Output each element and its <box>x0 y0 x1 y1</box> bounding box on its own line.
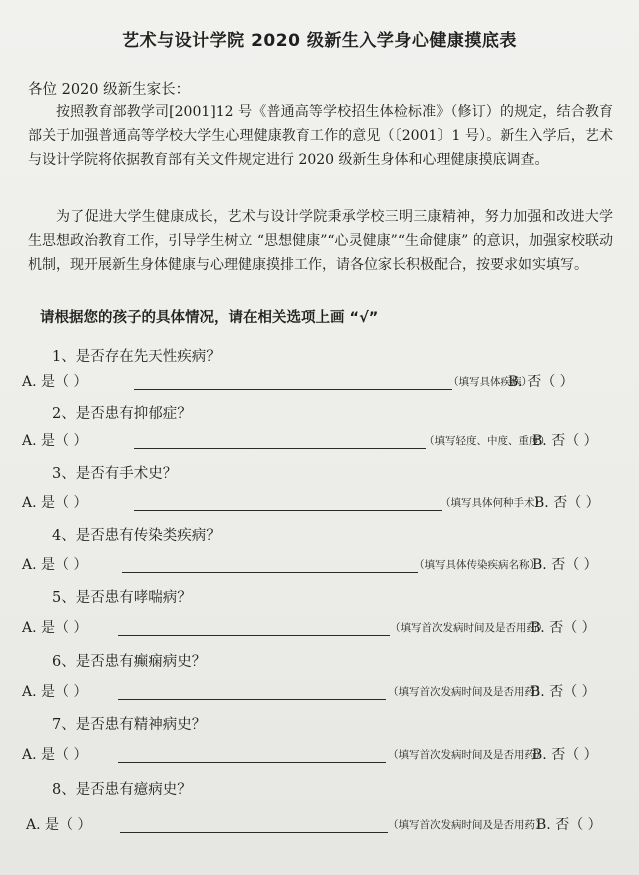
question-5: 5、是否患有哮喘病？ <box>52 590 192 606</box>
document-title: 艺术与设计学院 2020 级新生入学身心健康摸底表 <box>122 31 517 51</box>
answer-row-2 <box>22 430 632 452</box>
option-a-yes[interactable]: A. 是（ ） <box>26 817 92 833</box>
fill-hint: （填写具体何种手术） <box>440 497 545 509</box>
option-a-yes[interactable]: A. 是（ ） <box>22 684 88 700</box>
answer-row-4 <box>22 554 632 576</box>
option-b-no[interactable]: B. 否（ ） <box>536 817 602 833</box>
intro-paragraph-2: 为了促进大学生健康成长，艺术与设计学院秉承学校三明三康精神，努力加强和改进大学生思想政治教育工作，引导学生树立 “思想健康”“心灵健康”“生命健康” 的意识，加强家校联动机制，现开展新生身体健康与心理健康摸排工作，请各位家长积极配合，按要求如实填写。 <box>28 209 613 273</box>
instruction-text: 请根据您的孩子的具体情况，请在相关选项上画 “√” <box>40 310 379 326</box>
fill-line[interactable] <box>120 832 388 833</box>
option-b-no[interactable]: B. 否（ ） <box>532 433 598 449</box>
question-8: 8、是否患有癔病史？ <box>52 782 192 798</box>
option-b-no[interactable]: B. 否（ ） <box>532 557 598 573</box>
salutation: 各位 2020 级新生家长： <box>28 82 191 98</box>
answer-row-5 <box>22 617 632 639</box>
fill-line[interactable] <box>118 762 386 763</box>
fill-line[interactable] <box>134 510 442 511</box>
question-1: 1、是否存在先天性疾病？ <box>52 349 221 365</box>
fill-line[interactable] <box>118 635 390 636</box>
fill-hint: （填写首次发病时间及是否用药） <box>388 819 546 831</box>
answer-row-1 <box>22 371 632 393</box>
option-b-no[interactable]: B. 否（ ） <box>534 495 600 511</box>
question-6: 6、是否患有癫痫病史？ <box>52 654 207 670</box>
option-b-no[interactable]: B. 否（ ） <box>530 620 596 636</box>
option-a-yes[interactable]: A. 是（ ） <box>22 557 88 573</box>
option-b-no[interactable]: B. 否（ ） <box>530 684 596 700</box>
question-3: 3、是否有手术史？ <box>52 466 178 482</box>
answer-row-8 <box>22 814 632 836</box>
intro-paragraph-1: 按照教育部教学司[2001]12 号《普通高等学校招生体检标准》（修订）的规定，结合教育部关于加强普通高等学校大学生心理健康教育工作的意见（〔2001〕1 号）。新生入学后，艺术与设计学院将依据教育部有关文件规定进行 2020 级新生身体和心理健康摸底调查。 <box>28 104 613 168</box>
fill-line[interactable] <box>134 389 452 390</box>
answer-row-7 <box>22 744 632 766</box>
fill-hint: （填写首次发病时间及是否用药） <box>388 749 546 761</box>
question-2: 2、是否患有抑郁症？ <box>52 406 192 422</box>
answer-row-6 <box>22 681 632 703</box>
fill-hint: （填写轻度、中度、重度） <box>424 435 550 447</box>
question-7: 7、是否患有精神病史？ <box>52 717 207 733</box>
question-4: 4、是否患有传染类疾病？ <box>52 528 221 544</box>
fill-hint: （填写首次发病时间及是否用药） <box>388 686 546 698</box>
option-b-no[interactable]: B. 否（ ） <box>508 374 574 390</box>
option-b-no[interactable]: B. 否（ ） <box>532 747 598 763</box>
fill-hint: （填写首次发病时间及是否用药） <box>390 622 548 634</box>
option-a-yes[interactable]: A. 是（ ） <box>22 620 88 636</box>
option-a-yes[interactable]: A. 是（ ） <box>22 374 88 390</box>
fill-hint: （填写具体传染疾病名称） <box>414 559 540 571</box>
option-a-yes[interactable]: A. 是（ ） <box>22 747 88 763</box>
fill-line[interactable] <box>122 572 418 573</box>
fill-line[interactable] <box>118 699 386 700</box>
fill-hint: （填写具体疾病） <box>448 376 532 388</box>
option-a-yes[interactable]: A. 是（ ） <box>22 433 88 449</box>
answer-row-3 <box>22 492 632 514</box>
option-a-yes[interactable]: A. 是（ ） <box>22 495 88 511</box>
fill-line[interactable] <box>134 448 426 449</box>
